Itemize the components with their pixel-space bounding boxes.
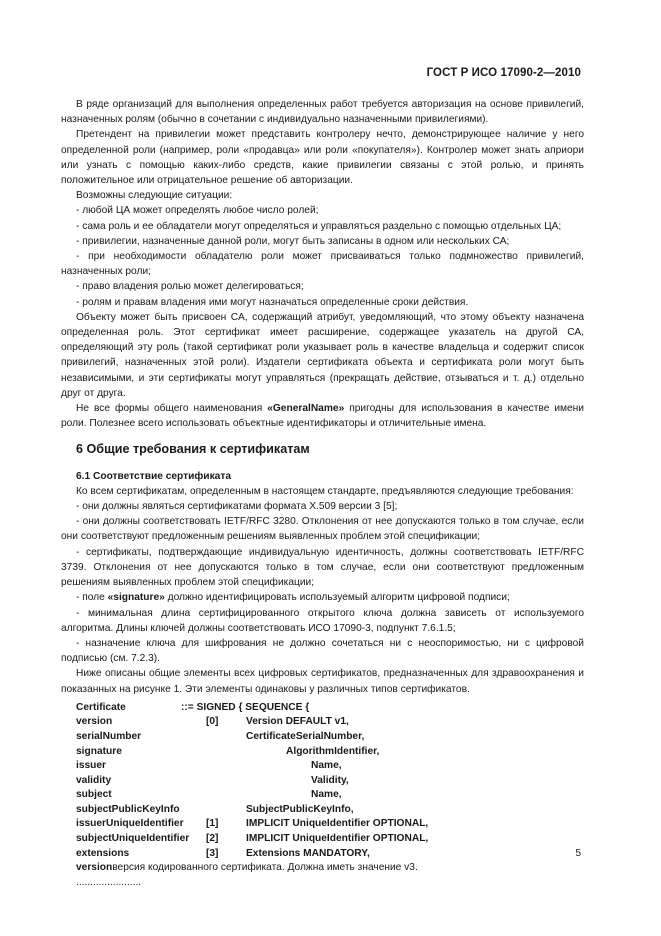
text-run: должно идентифицировать используемый алгоритм цифровой подписи;: [164, 592, 510, 604]
asn-row: [61, 831, 584, 846]
asn-field: issuer: [76, 760, 107, 772]
asn-type: SubjectPublicKeyInfo,: [246, 803, 354, 815]
asn-note: [61, 860, 584, 875]
text-run: версия кодированного сертификата. Должна иметь значение v3.: [112, 862, 418, 874]
list-item: - привилегии, назначенные данной роли, могут быть записаны в одном или нескольких СА;: [76, 235, 510, 247]
list-item: - назначение ключа для шифрования не должно сочетаться ни с неоспоримостью, ни с цифровой подписью (см. 7.2.3).: [61, 637, 584, 665]
asn-field: version: [76, 716, 113, 728]
asn-row: [61, 816, 584, 831]
asn-field: signature: [76, 745, 122, 757]
asn-type: Validity,: [311, 774, 349, 786]
section-heading: 6 Общие требования к сертификатам: [76, 442, 310, 457]
asn-row: [61, 729, 584, 744]
list-item: - сама роль и ее обладатели могут определяться и управляться раздельно с помощью отдельных ЦА;: [76, 220, 562, 232]
list-item: - сертификаты, подтверждающие индивидуальную идентичность, должны соответствовать IETF/RFC 3739. Отклонения от нее допускаются только в том случае, если они соответствуют предложенным решениям выявленных проблем этой спецификации;: [61, 546, 584, 589]
asn-tag: [3]: [206, 847, 219, 859]
paragraph: [61, 401, 584, 431]
asn-type: IMPLICIT UniqueIdentifier OPTIONAL,: [246, 818, 429, 830]
text-run: Не все формы общего наименования: [76, 403, 268, 415]
asn-type: AlgorithmIdentifier,: [286, 745, 380, 757]
asn-row: [61, 787, 584, 802]
asn-field: validity: [76, 774, 112, 786]
asn-tag: [0]: [206, 716, 219, 728]
list-item: - при необходимости обладателю роли может присваиваться только подмножество привилегий, назначенных роли;: [61, 251, 584, 278]
term-generalname: «GeneralName»: [267, 403, 345, 415]
asn-ellipsis: [61, 875, 584, 890]
asn-tag: [2]: [206, 833, 219, 845]
ellipsis: .......................: [76, 876, 142, 888]
asn-row: [61, 846, 584, 861]
text-run: пригодны для использования в качестве имени роли. Полезнее всего использовать объектные идентификаторы и отличительные имена.: [61, 403, 584, 430]
asn-type: Version DEFAULT v1,: [246, 716, 349, 728]
asn-type: IMPLICIT UniqueIdentifier OPTIONAL,: [246, 833, 429, 845]
asn-row: [61, 714, 584, 729]
asn-type: Extensions MANDATORY,: [246, 847, 370, 859]
paragraph: Претендент на привилегии может представить контролеру нечто, демонстрирующее наличие у него определенной роли (например, роли «продавца» или роли «покупателя»). Контролер может знать априори или узнать с помощью каких-либо средств, какие привилегии связаны с этой ролью, и принять положительное или отрицательное решение об авторизации.: [61, 129, 584, 187]
document-header: ГОСТ Р ИСО 17090-2—2010: [426, 67, 581, 79]
asn-row: [61, 802, 584, 817]
list-item: - они должны соответствовать IETF/RFC 3280. Отклонения от нее допускаются только в том случае, если они соответствуют предложенным решениям выявленных проблем этой спецификации;: [61, 516, 584, 543]
paragraph: Объекту может быть присвоен СА, содержащий атрибут, уведомляющий, что этому объекту назначена определенная роль. Этот сертификат имеет расширение, содержащее указатель на другой СА, определяющий эту роль (такой сертификат роли указывает роль в качестве владельца и содержит список привилегий, назначенных этой роли). Издатели сертификата объекта и сертификата роли могут быть независимыми, и эти сертификаты могут управляться (прекращать действие, отзываться и т. д.) отдельно друг от друга.: [61, 311, 584, 399]
list-item: - они должны являться сертификатами формата X.509 версии 3 [5];: [76, 501, 398, 513]
paragraph: Возможны следующие ситуации:: [76, 190, 233, 202]
asn-row: [61, 758, 584, 773]
asn-row: [61, 773, 584, 788]
paragraph: Ко всем сертификатам, определенным в настоящем стандарте, предъявляются следующие требования:: [76, 485, 574, 497]
asn-type: Name,: [311, 760, 342, 772]
term-signature: «signature»: [107, 592, 165, 604]
subsection-heading: 6.1 Соответствие сертификата: [76, 470, 231, 482]
paragraph: В ряде организаций для выполнения определенных работ требуется авторизация на основе привилегий, назначенных ролям (обычно в сочетании с индивидуально назначенными привилегиями).: [61, 99, 584, 126]
asn-type: CertificateSerialNumber,: [246, 730, 365, 742]
list-item: [61, 590, 584, 605]
asn-field: subject: [76, 789, 112, 801]
asn-field: version: [76, 862, 113, 874]
asn-field: Certificate: [76, 701, 126, 713]
list-item: - право владения ролью может делегироваться;: [76, 281, 304, 293]
asn-row: [61, 700, 584, 715]
asn-note-text: [76, 860, 418, 875]
asn-field: subjectPublicKeyInfo: [76, 803, 180, 815]
asn-field: subjectUniqueIdentifier: [76, 833, 190, 845]
asn-field: extensions: [76, 847, 130, 859]
asn-type: Name,: [311, 789, 342, 801]
asn-type: ::= SIGNED { SEQUENCE {: [181, 701, 310, 713]
list-item: - минимальная длина сертифицированного открытого ключа должна зависеть от используемого алгоритма. Длины ключей должны соответствовать ИСО 17090-3, подпункт 7.6.1.5;: [61, 607, 584, 634]
text-run: - поле: [76, 592, 108, 604]
asn1-listing: [61, 700, 584, 890]
list-item: - любой ЦА может определять любое число ролей;: [76, 205, 319, 217]
asn-field: serialNumber: [76, 730, 142, 742]
asn-row: [61, 744, 584, 759]
asn-field: issuerUniqueIdentifier: [76, 818, 184, 830]
list-item: - ролям и правам владения ими могут назначаться определенные сроки действия.: [76, 296, 469, 308]
page-number: 5: [575, 848, 581, 859]
asn-tag: [1]: [206, 818, 219, 830]
paragraph: Ниже описаны общие элементы всех цифровых сертификатов, предназначенных для здравоохранения и показанных на рисунке 1. Эти элементы одинаковы у различных типов сертификатов.: [61, 668, 584, 695]
body-text: [61, 97, 584, 889]
